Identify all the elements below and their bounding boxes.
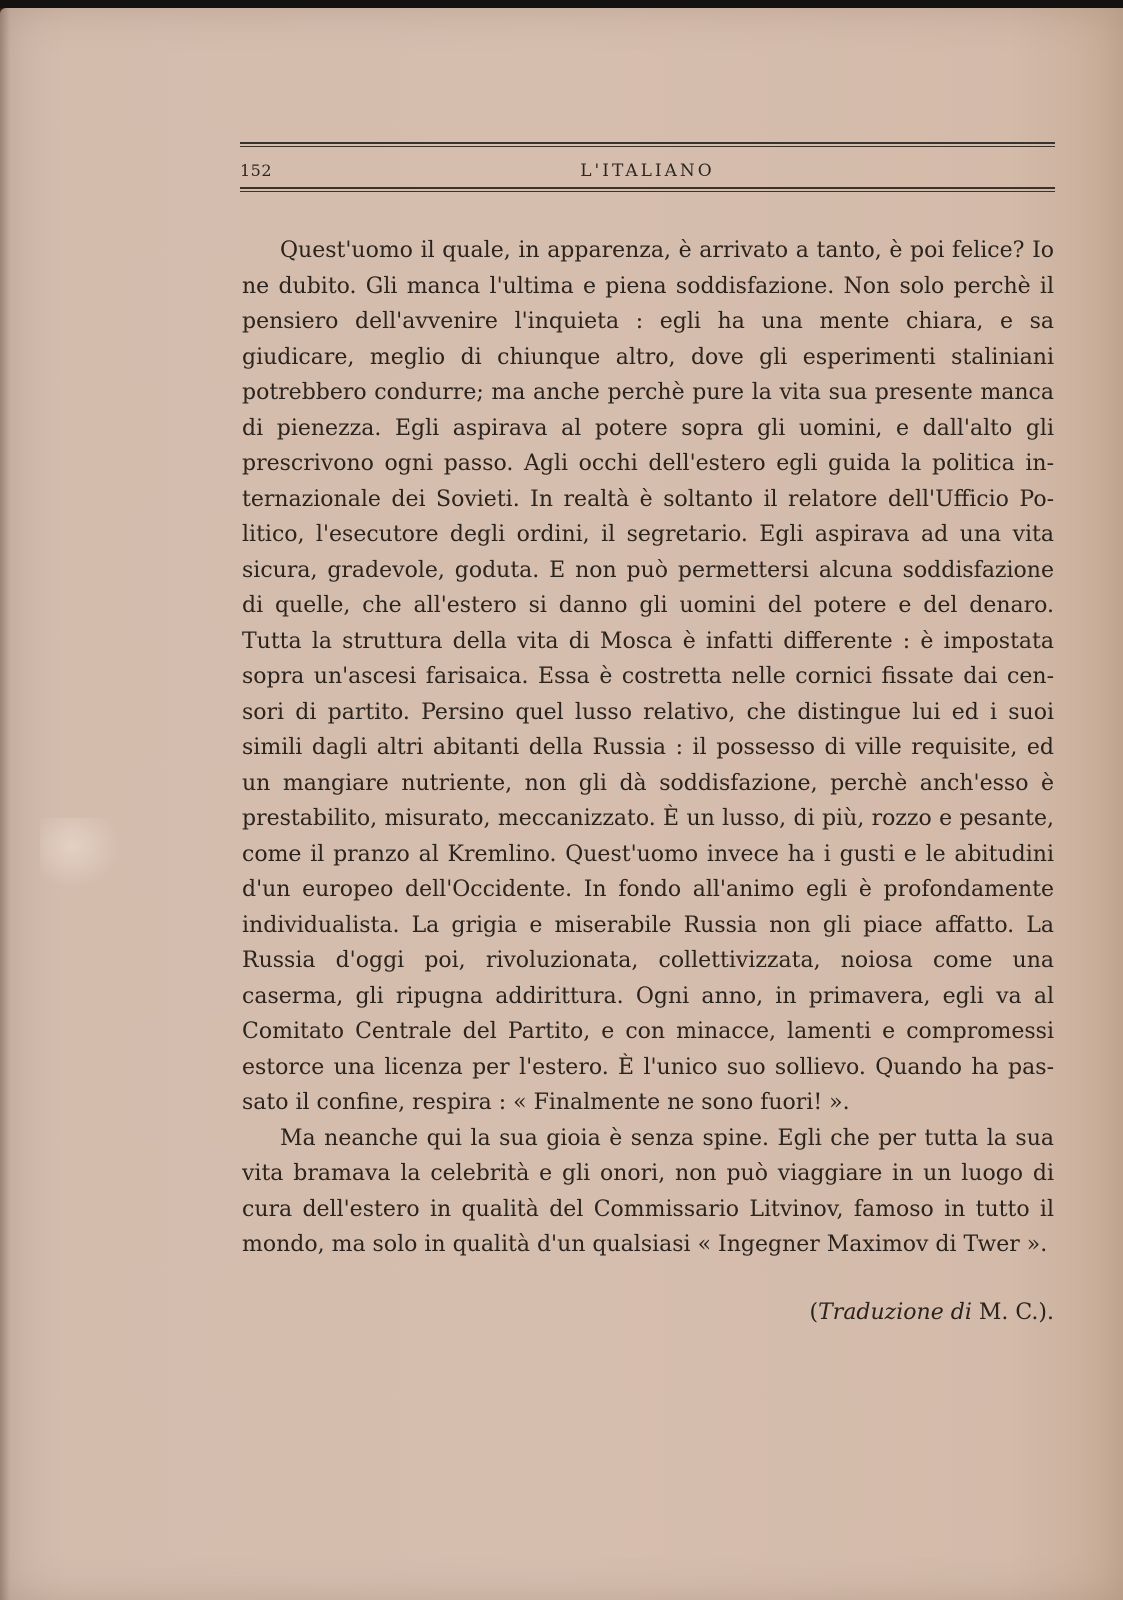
translation-credit <box>242 1300 1054 1325</box>
page-left-shadow <box>0 8 10 1600</box>
credit-open-paren: ( <box>809 1300 819 1325</box>
body-text <box>242 233 1054 1263</box>
credit-close-paren: ). <box>1038 1300 1054 1325</box>
header-row <box>240 147 1055 187</box>
paragraph-1: Quest'uomo il quale, in apparenza, è arrivato a tanto, è poi felice? Io ne dubito. Gli manca l'ultima e piena soddisfazione. Non solo perchè il pensiero dell'avvenire l'inquieta : egli ha una mente chiara, e sa giudicare, meglio di chiunque altro, dove gli esperimenti staliniani potrebbero condurre; ma anche perchè pure la vita sua presente manca di pienezza. Egli aspirava al potere sopra gli uomini, e dall'alto gli prescrivono ogni passo. Agli occhi dell'estero egli guida la politica internazionale dei Sovieti. In realtà è soltanto il relatore dell'Ufficio Politico, l'esecutore degli ordini, il segretario. Egli aspirava ad una vita sicura, gradevole, goduta. E non può permettersi alcuna soddisfazione di quelle, che all'estero si danno gli uomini del potere e del denaro. Tutta la struttura della vita di Mosca è infatti differente : è impostata sopra un'ascesi farisaica. Essa è costretta nelle cornici fissate dai censori di partito. Persino quel lusso relativo, che distingue lui ed i suoi simili dagli altri abitanti della Russia : il possesso di ville requisite, ed un mangiare nutriente, non gli dà soddisfazione, perchè anch'esso è prestabilito, misurato, meccanizzato. È un lusso, di più, rozzo e pesante, come il pranzo al Kremlino. Quest'uomo invece ha i gusti e le abitudini d'un europeo dell'Occidente. In fondo all'animo egli è profondamente individualista. La grigia e miserabile Russia non gli piace affatto. La Russia d'oggi poi, rivoluzionata, collettivizzata, noiosa come una caserma, gli ripugna addirittura. Ogni anno, in primavera, egli va al Comitato Centrale del Partito, e con minacce, lamenti e compromessi estorce una licenza per l'estero. È l'unico suo sollievo. Quando ha passato il confine, respira : « Finalmente ne sono fuori! ». <box>242 238 1054 1115</box>
credit-italic-label: Traduzione di <box>818 1300 972 1325</box>
page-header <box>240 142 1055 192</box>
page-number: 152 <box>240 161 273 180</box>
paper-stain <box>40 818 120 888</box>
running-title: L'ITALIANO <box>580 161 715 181</box>
paragraph-2: Ma neanche qui la sua gioia è senza spine. Egli che per tutta la sua vita bramava la celebrità e gli onori, non può viaggiare in un luogo di cura dell'estero in qualità del Commissario Litvinov, famoso in tutto il mondo, ma solo in qualità d'un qualsiasi « Ingegner Maximov di Twer ». <box>242 1125 1054 1257</box>
credit-translator: M. C. <box>971 1300 1039 1325</box>
header-bottom-rule <box>240 187 1055 192</box>
